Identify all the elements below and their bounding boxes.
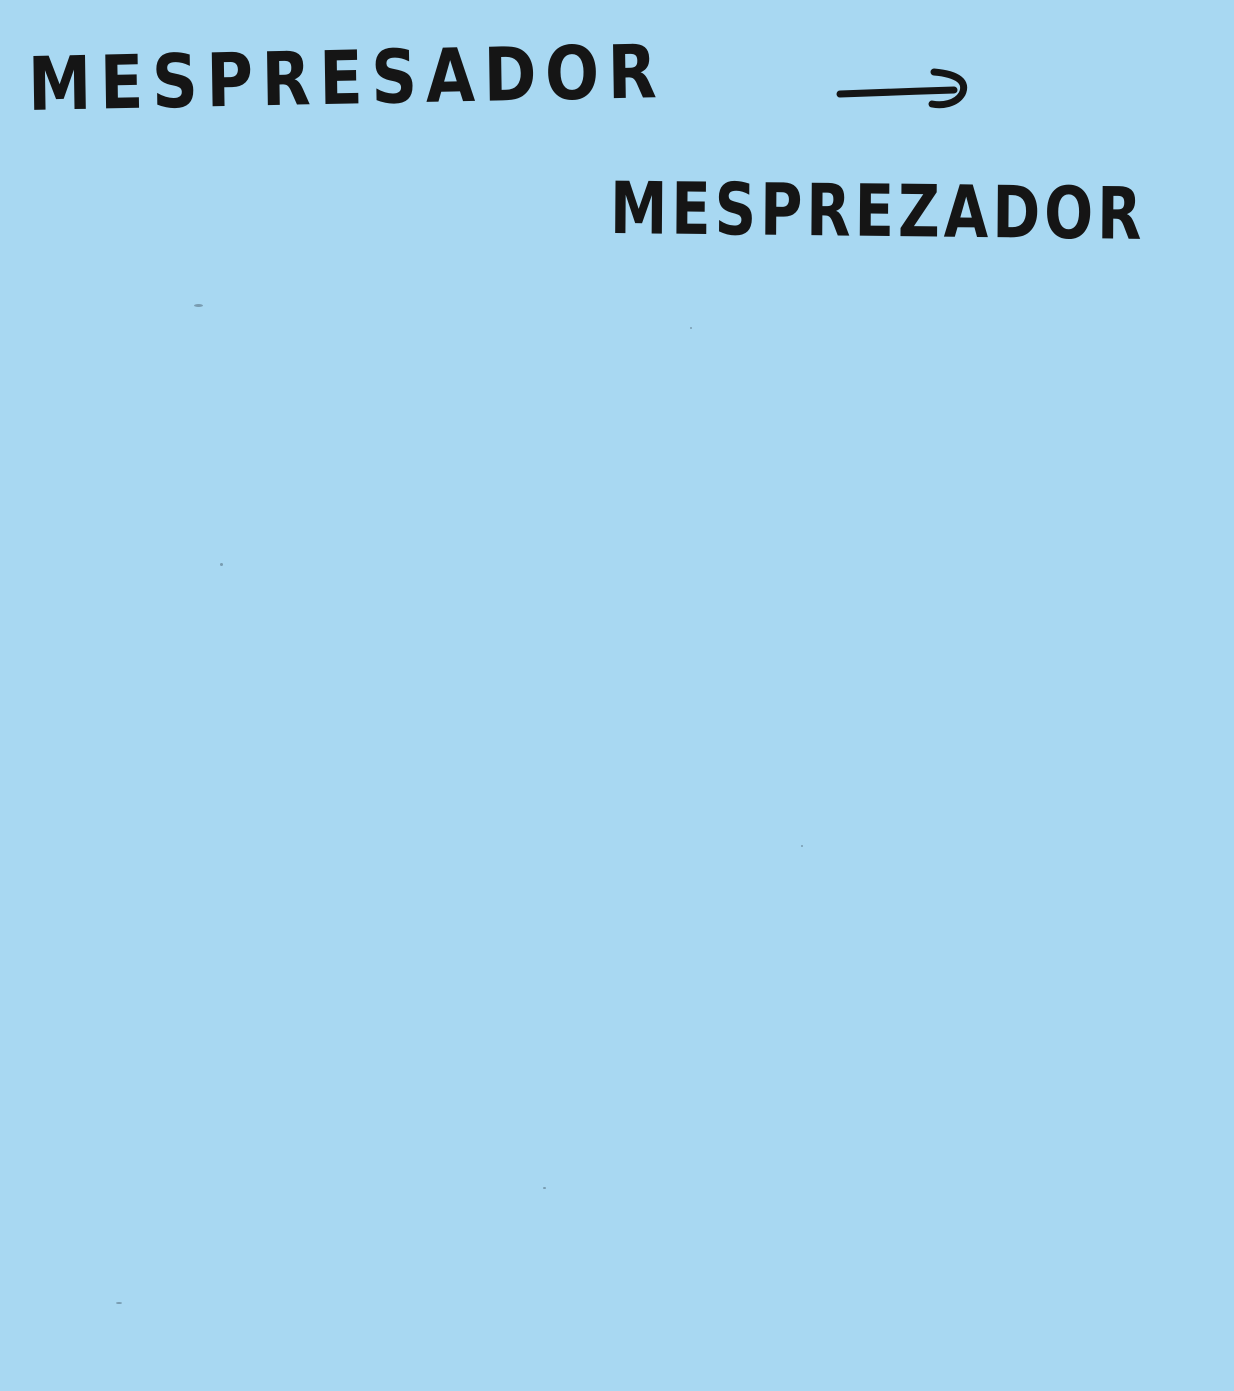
paper-speck <box>690 327 692 329</box>
paper-speck <box>220 563 223 566</box>
original-word: MESPRESADOR <box>27 29 666 128</box>
paper-speck <box>116 1302 122 1304</box>
paper-speck <box>194 304 203 307</box>
right-arrow-icon <box>836 60 976 120</box>
paper-speck <box>801 845 803 847</box>
paper-speck <box>543 1187 546 1189</box>
corrected-word: MESPREZADOR <box>609 166 1146 256</box>
